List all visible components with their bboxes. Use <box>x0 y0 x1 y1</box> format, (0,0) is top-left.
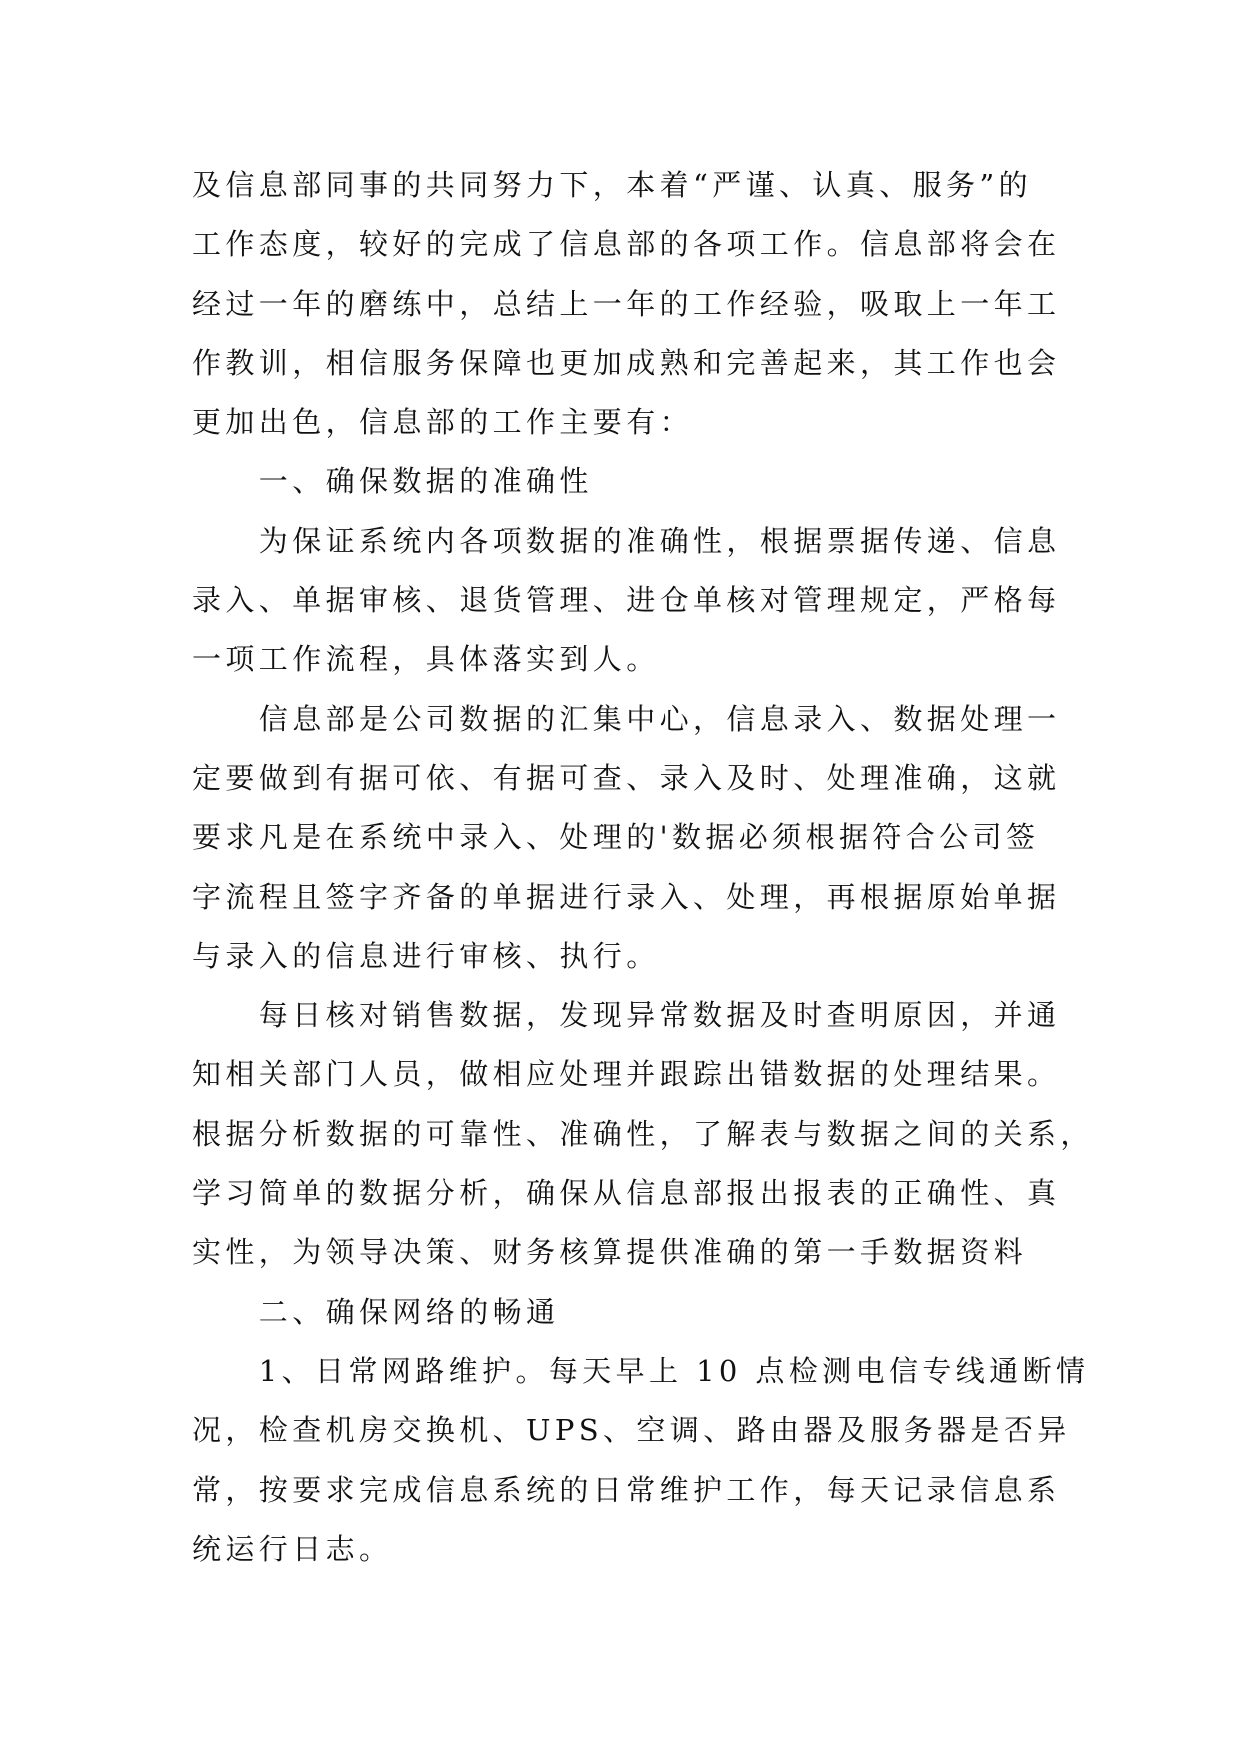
text-line: 1、日常网路维护。每天早上 10 点检测电信专线通断情 <box>258 1353 1090 1388</box>
text-line: 作教训，相信服务保障也更加成熟和完善起来，其工作也会 <box>192 345 1061 380</box>
paragraph <box>192 986 1092 1282</box>
paragraph <box>192 512 1092 690</box>
text-line: 工作态度，较好的完成了信息部的各项工作。信息部将会在 <box>192 227 1061 262</box>
document-body <box>192 156 1092 1579</box>
text-line: 经过一年的磨练中，总结上一年的工作经验，吸取上一年工 <box>192 286 1061 321</box>
section-heading <box>192 452 1092 511</box>
section-heading <box>192 1283 1092 1342</box>
text-line: 知相关部门人员，做相应处理并跟踪出错数据的处理结果。 <box>192 1057 1061 1092</box>
text-line: 根据分析数据的可靠性、准确性，了解表与数据之间的关系， <box>192 1116 1094 1151</box>
text-line: 定要做到有据可依、有据可查、录入及时、处理准确，这就 <box>192 760 1061 795</box>
text-line: 为保证系统内各项数据的准确性，根据票据传递、信息 <box>258 523 1061 558</box>
section-heading-text: 二、确保网络的畅通 <box>258 1294 560 1329</box>
text-line: 及信息部同事的共同努力下，本着“严谨、认真、服务”的 <box>192 168 1033 202</box>
text-line: 况，检查机房交换机、UPS、空调、路由器及服务器是否异 <box>192 1413 1071 1448</box>
text-line: 字流程且签字齐备的单据进行录入、处理，再根据原始单据 <box>192 879 1061 914</box>
paragraph-continued <box>192 156 1092 452</box>
text-line: 与录入的信息进行审核、执行。 <box>192 938 660 973</box>
section-heading-text: 一、确保数据的准确性 <box>258 464 593 499</box>
text-line: 实性，为领导决策、财务核算提供准确的第一手数据资料 <box>192 1235 1028 1270</box>
text-line: 统运行日志。 <box>192 1531 393 1566</box>
text-line: 要求凡是在系统中录入、处理的'数据必须根据符合公司签 <box>192 820 1040 855</box>
text-line: 录入、单据审核、退货管理、进仓单核对管理规定，严格每 <box>192 583 1061 618</box>
paragraph <box>192 1342 1092 1579</box>
text-line: 更加出色，信息部的工作主要有： <box>192 405 694 440</box>
text-line: 一项工作流程，具体落实到人。 <box>192 642 660 677</box>
text-line: 常，按要求完成信息系统的日常维护工作，每天记录信息系 <box>192 1472 1061 1507</box>
text-line: 信息部是公司数据的汇集中心，信息录入、数据处理一 <box>258 701 1061 736</box>
paragraph <box>192 690 1092 986</box>
text-line: 每日核对销售数据，发现异常数据及时查明原因，并通 <box>258 998 1061 1033</box>
text-line: 学习简单的数据分析，确保从信息部报出报表的正确性、真 <box>192 1176 1061 1211</box>
